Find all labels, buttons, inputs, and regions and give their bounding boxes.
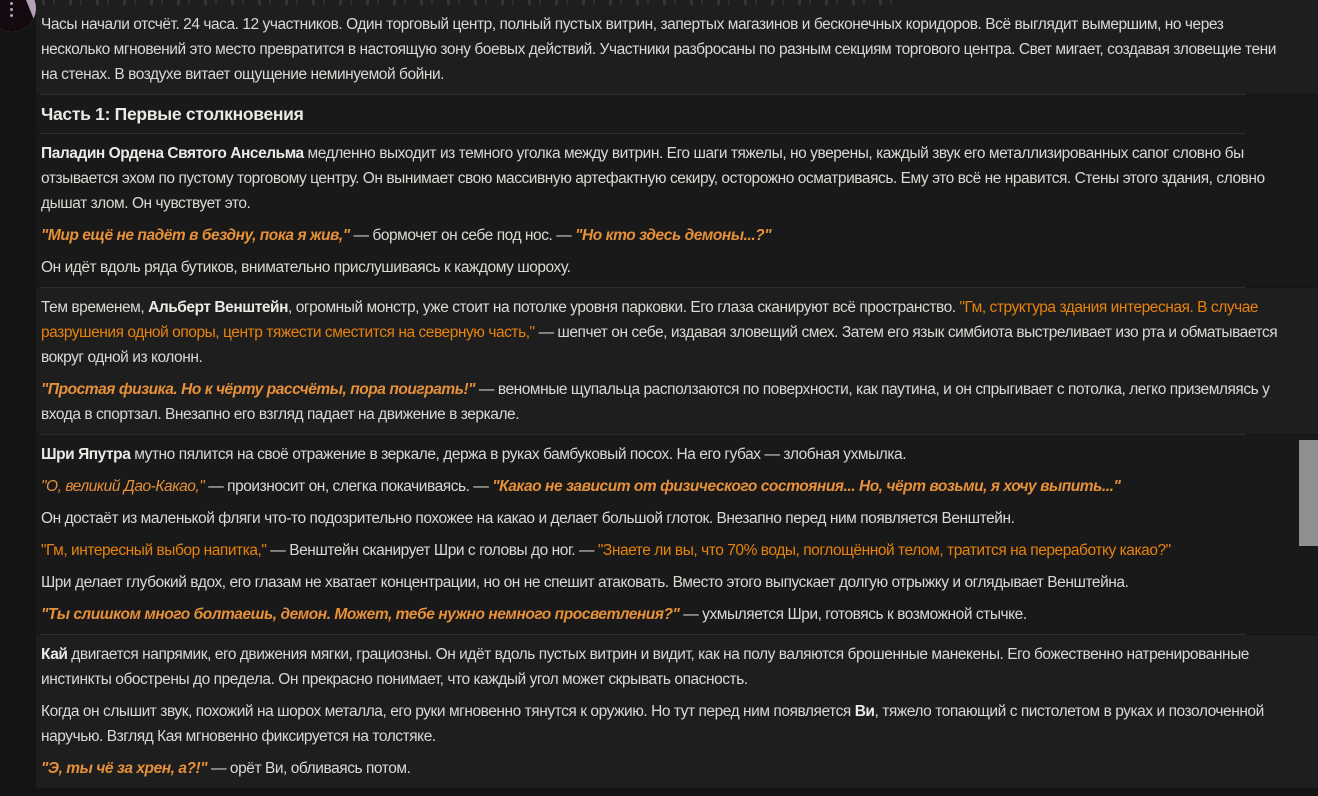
story-paragraph [36, 223, 1318, 248]
narration-text: — бормочет он себе под нос. — [349, 227, 576, 244]
quote-text: "О, великий Дао-Какао," [41, 478, 205, 495]
avatar-dot [10, 2, 13, 5]
narration-text: двигается напрямик, его движения мягки, грациозны. Он идёт вдоль пустых витрин и видит, как на полу валяются брошенные манекены. Его божественно натренированные инстинкты обострены до предела. Он прекрасно понимает, что каждый угол может скрывать опасность. [41, 646, 1249, 688]
narration-text: , тяжело топающий с пистолетом в руках и позолоченной наручью. Взгляд Кая мгновенно фиксируется на толстяке. [41, 703, 1264, 745]
narration-text: Ви [854, 703, 875, 720]
clipped-previous-line [42, 0, 902, 5]
quote-text: "Простая физика. Но к чёрту рассчёты, пора поиграть!" [41, 381, 476, 398]
narration-text: Кай [41, 646, 68, 663]
narration-text: — Венштейн сканирует Шри с головы до ног. — [266, 542, 598, 559]
quote-text: "Какао не зависит от физического состояния... Но, чёрт возьми, я хочу выпить..." [492, 478, 1121, 495]
narration-text: Когда он слышит звук, похожий на шорох металла, его руки мгновенно тянутся к оружию. Но тут перед ним появляется [41, 703, 855, 720]
story-group [36, 95, 1318, 133]
quote-text: "Но кто здесь демоны...?" [575, 227, 772, 244]
narration-text: Тем временем, [41, 299, 149, 316]
quote-text: "Гм, интересный выбор напитка," [41, 542, 267, 559]
story-group [36, 0, 1318, 94]
story-paragraph [36, 12, 1318, 87]
story-group [36, 435, 1318, 634]
story-group [36, 134, 1318, 287]
quote-text: "Э, ты чё за хрен, а?!" [41, 760, 208, 777]
avatar-dot [10, 8, 13, 11]
avatar[interactable] [0, 0, 36, 32]
narration-text: мутно пялится на своё отражение в зеркале, держа в руках бамбуковый посох. На его губах — злобная ухмылка. [130, 446, 907, 463]
scrollbar-thumb[interactable] [1299, 440, 1318, 546]
narration-text: Часы начали отсчёт. 24 часа. 12 участников. Один торговый центр, полный пустых витрин, запертых магазинов и бесконечных коридоров. Всё выглядит вымершим, но через несколько мгновений это место превратится в настоящую зону боевых действий. Участники разбросаны по разным секциям торгового центра. Свет мигает, создавая зловещие тени на стенах. В воздухе витает ощущение неминуемой бойни. [41, 16, 1276, 83]
narration-text: Он достаёт из маленькой фляги что-то подозрительно похожее на какао и делает большой глоток. Внезапно перед ним появляется Венштейн. [41, 510, 1015, 527]
narration-text: — орёт Ви, обливаясь потом. [207, 760, 411, 777]
narration-text: Паладин Ордена Святого Ансельма [41, 145, 304, 162]
quote-text: "Знаете ли вы, что 70% воды, поглощённой телом, тратится на переработку какао?" [597, 542, 1171, 559]
narration-text: — ухмыляется Шри, готовясь к возможной стычке. [679, 606, 1027, 623]
story-paragraph [36, 642, 1318, 692]
narration-text: , огромный монстр, уже стоит на потолке уровня парковки. Его глаза сканируют всё пространство. [288, 299, 960, 316]
narration-text: Альберт Венштейн [148, 299, 289, 316]
section-heading [36, 102, 1318, 126]
story-paragraph [36, 295, 1318, 370]
story-group [36, 635, 1318, 788]
avatar-dot [10, 14, 13, 17]
narration-text: Шри Япутра [41, 446, 131, 463]
narration-text: Шри делает глубокий вдох, его глазам не хватает концентрации, но он не спешит атаковать. Вместо этого выпускает долгую отрыжку и оглядывает Венштейна. [41, 574, 1129, 591]
story-paragraph [36, 699, 1318, 749]
story-paragraph [36, 474, 1318, 499]
quote-text: "Гм, структура здания интересная. В случае разрушения одной опоры, центр тяжести сместится на северную часть," [41, 299, 1259, 341]
story-paragraph [36, 141, 1318, 216]
narration-text: — шепчет он себе, издавая зловещий смех. Затем его язык симбиота выстреливает изо рта и обматывается вокруг одной из колонн. [41, 324, 1278, 366]
narration-text: медленно выходит из темного уголка между витрин. Его шаги тяжелы, но уверены, каждый звук его металлизированных сапог словно бы отзывается эхом по пустому торговому центру. Он вынимает свою массивную артефактную секиру, осторожно осматриваясь. Ему это всё не нравится. Стены этого здания, словно дышат злом. Он чувствует это. [41, 145, 1265, 212]
narration-text: Часть 1: Первые столкновения [41, 104, 304, 124]
quote-text: "Мир ещё не падёт в бездну, пока я жив," [41, 227, 350, 244]
quote-text: "Ты слишком много болтаешь, демон. Может, тебе нужно немного просветления?" [41, 606, 680, 623]
narration-text: — веномные щупальца расползаются по поверхности, как паутина, и он спрыгивает с потолка, легко приземляясь у входа в спортзал. Внезапно его взгляд падает на движение в зеркале. [41, 381, 1270, 423]
story-groups [36, 0, 1318, 788]
story-paragraph [36, 442, 1318, 467]
story-paragraph [36, 506, 1318, 531]
story-group [36, 288, 1318, 434]
story-paragraph [36, 756, 1318, 781]
narration-text: — произносит он, слегка покачиваясь. — [204, 478, 493, 495]
avatar-figure-silhouette [0, 0, 36, 32]
narration-text: Он идёт вдоль ряда бутиков, внимательно прислушиваясь к каждому шороху. [41, 259, 571, 276]
story-paragraph [36, 377, 1318, 427]
story-paragraph [36, 570, 1318, 595]
story-paragraph [36, 538, 1318, 563]
story-content [36, 0, 1318, 796]
story-paragraph [36, 602, 1318, 627]
story-paragraph [36, 255, 1318, 280]
